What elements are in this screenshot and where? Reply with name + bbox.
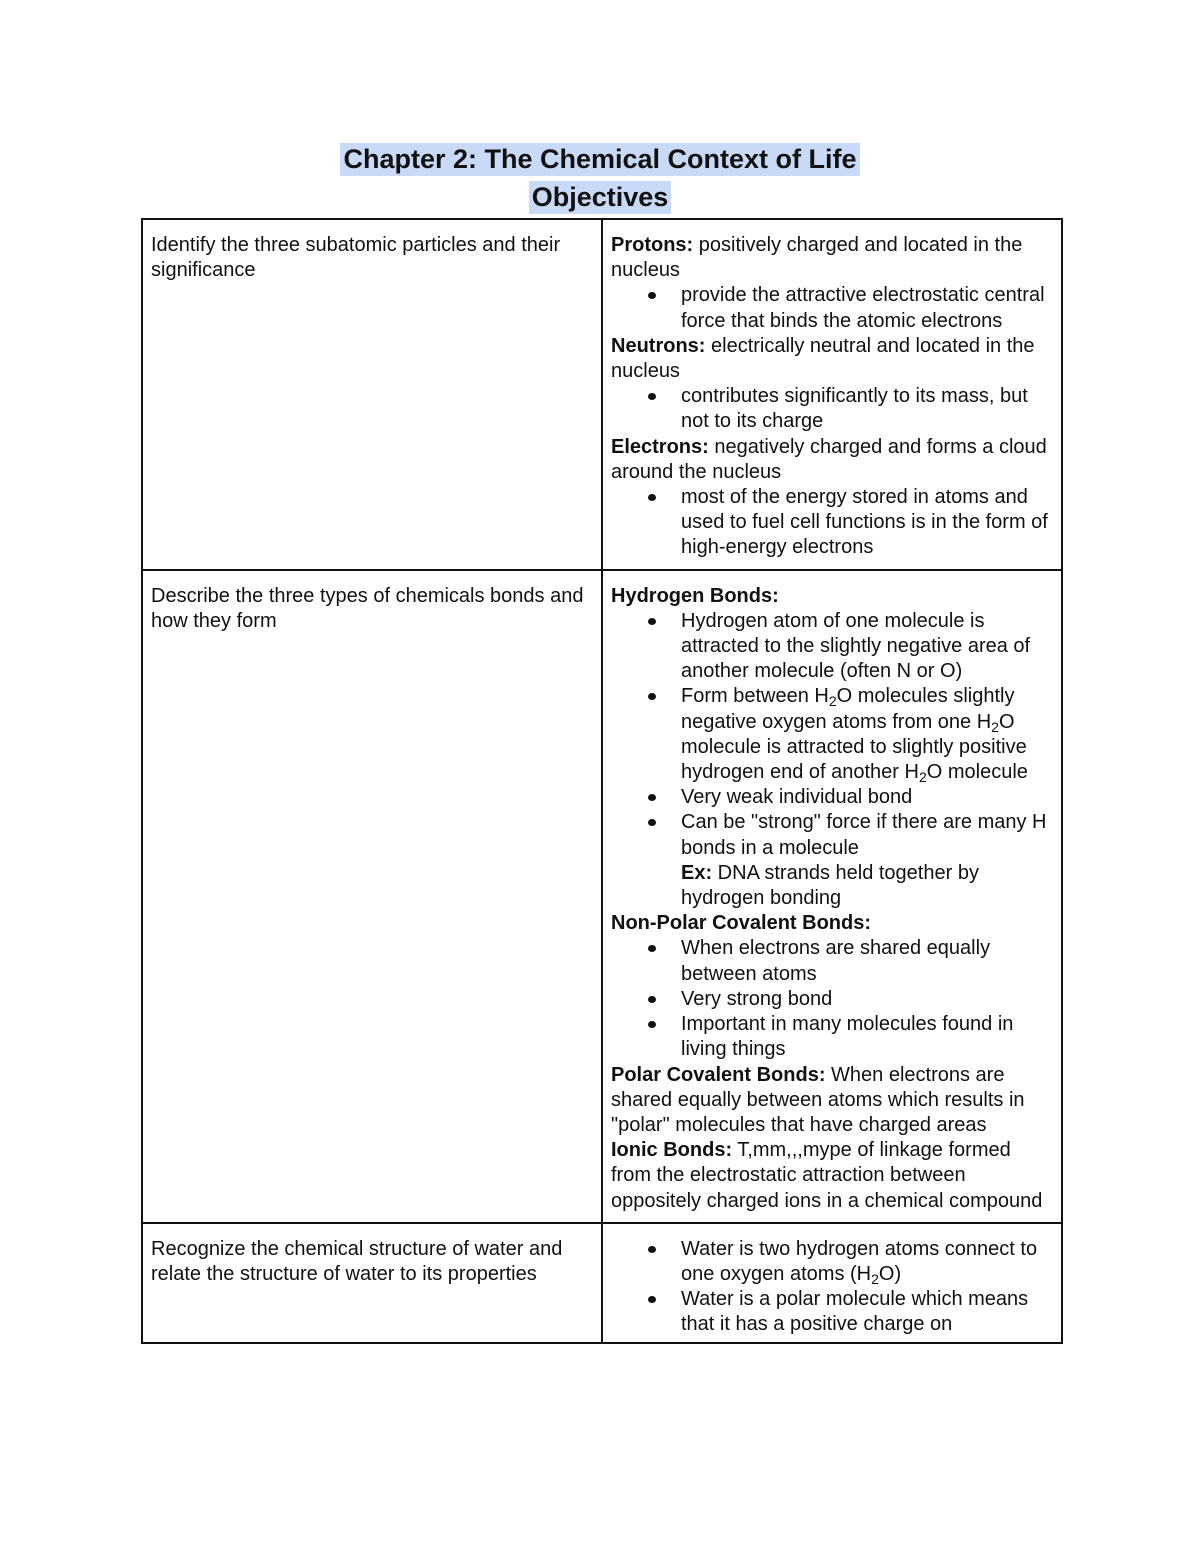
list-item: Very weak individual bond <box>681 785 1053 810</box>
electrons-paragraph <box>611 435 1053 485</box>
neutrons-list <box>611 384 1053 434</box>
page-subtitle: Objectives <box>529 181 672 214</box>
list-item: When electrons are shared equally between atoms <box>681 936 1053 986</box>
table-row <box>142 219 1062 570</box>
objective-text: Recognize the chemical structure of water and relate the structure of water to its properties <box>151 1237 563 1285</box>
list-item: contributes significantly to its mass, but not to its charge <box>681 384 1053 434</box>
polar-bonds-text: When electrons are shared equally between atoms which results in "polar" molecules that have charged areas <box>611 1063 1025 1136</box>
list-item: Very strong bond <box>681 987 1053 1012</box>
protons-list <box>611 283 1053 333</box>
list-item: most of the energy stored in atoms and used to fuel cell functions is in the form of high-energy electrons <box>681 485 1053 561</box>
neutrons-paragraph <box>611 334 1053 384</box>
objective-cell <box>142 570 602 1223</box>
list-item: Can be "strong" force if there are many H bonds in a molecule Ex: DNA strands held together by hydrogen bonding <box>681 810 1053 911</box>
answer-cell <box>602 570 1062 1223</box>
polar-bonds-paragraph <box>611 1063 1053 1139</box>
nonpolar-bonds-list <box>611 936 1053 1062</box>
objective-text: Describe the three types of chemicals bonds and how they form <box>151 584 584 632</box>
neutrons-label: Neutrons: <box>611 334 706 357</box>
hydrogen-bonds-label: Hydrogen Bonds: <box>611 584 779 607</box>
hydrogen-bonds-list <box>611 609 1053 911</box>
list-item: Water is a polar molecule which means that it has a positive charge on <box>681 1287 1053 1337</box>
table-row <box>142 1223 1062 1343</box>
page-title: Chapter 2: The Chemical Context of Life <box>340 143 859 176</box>
protons-text: positively charged and located in the nucleus <box>611 234 1023 282</box>
neutrons-text: electrically neutral and located in the nucleus <box>611 334 1035 383</box>
table-row <box>142 570 1062 1223</box>
example-label: Ex: <box>681 861 713 884</box>
objective-cell <box>142 219 602 570</box>
water-list <box>611 1237 1053 1338</box>
ionic-bonds-text: T,mm,,,mype of linkage formed from the electrostatic attraction between oppositely charged ions in a chemical compound <box>611 1139 1043 1212</box>
answer-cell <box>602 219 1062 570</box>
polar-bonds-label: Polar Covalent Bonds: <box>611 1063 826 1086</box>
protons-label: Protons: <box>611 234 694 256</box>
list-item: Important in many molecules found in living things <box>681 1012 1053 1062</box>
ionic-bonds-label: Ionic Bonds: <box>611 1139 733 1162</box>
objective-text: Identify the three subatomic particles and their significance <box>151 234 561 282</box>
objective-cell <box>142 1223 602 1343</box>
protons-paragraph <box>611 233 1053 283</box>
objectives-table <box>141 218 1063 1344</box>
example-text: DNA strands held together by hydrogen bonding <box>681 861 979 910</box>
list-item: Hydrogen atom of one molecule is attracted to the slightly negative area of another molecule (often N or O) <box>681 609 1053 685</box>
list-item: provide the attractive electrostatic central force that binds the atomic electrons <box>681 283 1053 333</box>
electrons-list <box>611 485 1053 561</box>
electrons-text: negatively charged and forms a cloud around the nucleus <box>611 435 1047 483</box>
ionic-bonds-paragraph <box>611 1138 1053 1214</box>
electrons-label: Electrons: <box>611 435 709 458</box>
answer-cell <box>602 1223 1062 1343</box>
document-header <box>0 143 1200 214</box>
list-item: Water is two hydrogen atoms connect to one oxygen atoms $(H_2O)$ <box>681 1237 1053 1287</box>
nonpolar-bonds-label: Non-Polar Covalent Bonds: <box>611 912 872 935</box>
list-item: Form between $H_2O$ molecules slightly negative oxygen atoms from one $H_2O$ molecule is attracted to slightly positive hydrogen end of another $H_2O$ molecule <box>681 684 1053 785</box>
